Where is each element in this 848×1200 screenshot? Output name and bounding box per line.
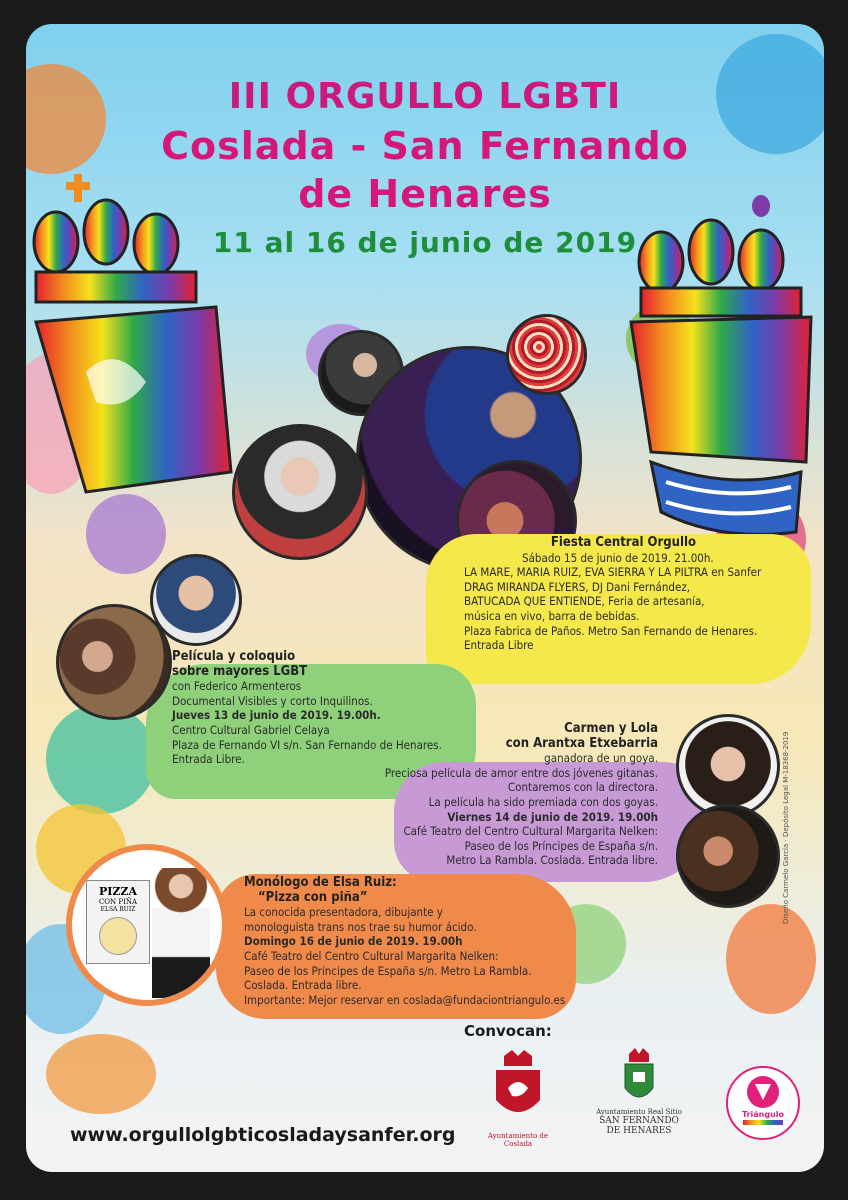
- monologo-title: “Pizza con piña”: [258, 889, 368, 905]
- coslada-logo: [486, 1048, 550, 1158]
- design-credit: Diseño Carmelo García · Depósito Legal M-18368-2019: [782, 731, 790, 924]
- pelicula-title: sobre mayores LGBT: [172, 663, 308, 679]
- triangulo-icon: [743, 1074, 783, 1110]
- carmen-block: [356, 722, 658, 868]
- fiesta-line: Plaza Fabrica de Paños. Metro San Fernando de Henares.: [464, 623, 758, 638]
- pizza-book: [86, 880, 150, 964]
- monologo-line: La conocida presentadora, dibujante y: [244, 905, 443, 920]
- monologo-line: Paseo de los Príncipes de España s/n. Metro La Rambla.: [244, 963, 532, 978]
- fiesta-line: BATUCADA QUE ENTIENDE, Feria de artesanía,: [464, 594, 705, 609]
- website-link[interactable]: www.orgullolgbticosladaysanfer.org: [70, 1124, 456, 1146]
- convocan-label: Convocan:: [464, 1022, 552, 1040]
- carmen-line: Preciosa película de amor entre dos jóvenes gitanas.: [384, 765, 658, 780]
- photo-drag: [232, 424, 368, 560]
- monologo-line: Importante: Mejor reservar en coslada@fundaciontriangulo.es: [244, 992, 566, 1007]
- sanfernando-text-c: DE HENARES: [606, 1126, 672, 1136]
- fiesta-line: LA MARE, MARIA RUIZ, EVA SIERRA Y LA PILTRA en Sanfer: [464, 565, 762, 580]
- carmen-line: Contaremos con la directora.: [507, 780, 658, 795]
- monologo-title: Monólogo de Elsa Ruiz:: [244, 875, 397, 890]
- elsa-figure: [152, 868, 210, 998]
- poster-title-line3: de Henares: [298, 172, 552, 216]
- poster: [26, 24, 824, 1172]
- triangulo-rainbow: [743, 1120, 783, 1125]
- photo-carmen-lola: [676, 804, 780, 908]
- fiesta-line: DRAG MIRANDA FLYERS, DJ Dani Fernández,: [464, 579, 691, 594]
- fiesta-line: Entrada Libre: [464, 638, 534, 653]
- rainbow-crown-right-icon: [611, 192, 821, 552]
- pizza-icon: [99, 917, 137, 955]
- sanfernando-crest-icon: [619, 1048, 659, 1108]
- monologo-line: monologuista trans nos trae su humor ácido.: [244, 919, 477, 934]
- monologo-line: Café Teatro del Centro Cultural Margarita Nelken:: [244, 948, 499, 963]
- fiesta-title: Fiesta Central Orgullo: [550, 535, 696, 550]
- pelicula-line: Entrada Libre.: [172, 752, 245, 767]
- photo-mayores: [56, 604, 172, 720]
- monologo-when: Domingo 16 de junio de 2019. 19.00h: [244, 934, 463, 949]
- carmen-title: con Arantxa Etxebarria: [505, 735, 658, 751]
- book-subtitle: CON PIÑA: [98, 898, 138, 906]
- pelicula-line: Documental Visibles y corto Inquilinos.: [172, 693, 373, 708]
- sanfernando-text-a: Ayuntamiento Real Sitio: [596, 1108, 682, 1116]
- book-author: ELSA RUIZ: [100, 906, 136, 913]
- photo-crowd: [506, 314, 587, 395]
- fiesta-when: Sábado 15 de junio de 2019. 21.00h.: [522, 550, 714, 565]
- poster-title-line2: Coslada - San Fernando: [161, 124, 689, 168]
- coslada-crest-icon: [486, 1048, 550, 1128]
- sanfernando-text-b: SAN FERNANDO: [599, 1116, 679, 1126]
- rainbow-crown-left-icon: [26, 172, 241, 502]
- paint-splash: [46, 1034, 156, 1114]
- pelicula-line: Centro Cultural Gabriel Celaya: [172, 722, 330, 737]
- poster-title-line1: III ORGULLO LGBTI: [228, 76, 622, 117]
- carmen-line: Café Teatro del Centro Cultural Margarita Nelken:: [403, 824, 658, 839]
- carmen-line: ganadora de un goya.: [544, 751, 658, 766]
- book-title: PIZZA: [98, 885, 137, 898]
- monologo-line: Coslada. Entrada libre.: [244, 978, 362, 993]
- pelicula-line: con Federico Armenteros: [172, 679, 302, 694]
- poster-dates: 11 al 16 de junio de 2019: [212, 226, 638, 259]
- fiesta-line: música en vivo, barra de bebidas.: [464, 608, 640, 623]
- pelicula-line: Plaza de Fernando VI s/n. San Fernando de Henares.: [172, 737, 442, 752]
- photo-elsa: [66, 844, 228, 1006]
- monologo-block: [244, 876, 564, 1007]
- coslada-logo-text: Ayuntamiento de Coslada: [487, 1132, 549, 1148]
- triangulo-logo: [726, 1066, 800, 1140]
- photo-arantxa: [676, 714, 780, 818]
- carmen-title: Carmen y Lola: [564, 721, 658, 736]
- pelicula-when: Jueves 13 de junio de 2019. 19.00h.: [172, 708, 381, 723]
- carmen-when: Viernes 14 de junio de 2019. 19.00h: [447, 809, 658, 824]
- paint-splash: [46, 704, 156, 814]
- carmen-line: Paseo de los Príncipes de España s/n.: [464, 838, 658, 853]
- carmen-line: Metro La Rambla. Coslada. Entrada libre.: [446, 853, 658, 868]
- pelicula-title: Película y coloquio: [172, 649, 296, 664]
- paint-splash: [86, 494, 166, 574]
- sanfernando-logo: [574, 1048, 704, 1158]
- triangulo-text: Triángulo: [741, 1110, 785, 1119]
- fiesta-block: [464, 536, 814, 653]
- paint-splash: [726, 904, 816, 1014]
- carmen-line: La película ha sido premiada con dos goyas.: [428, 794, 658, 809]
